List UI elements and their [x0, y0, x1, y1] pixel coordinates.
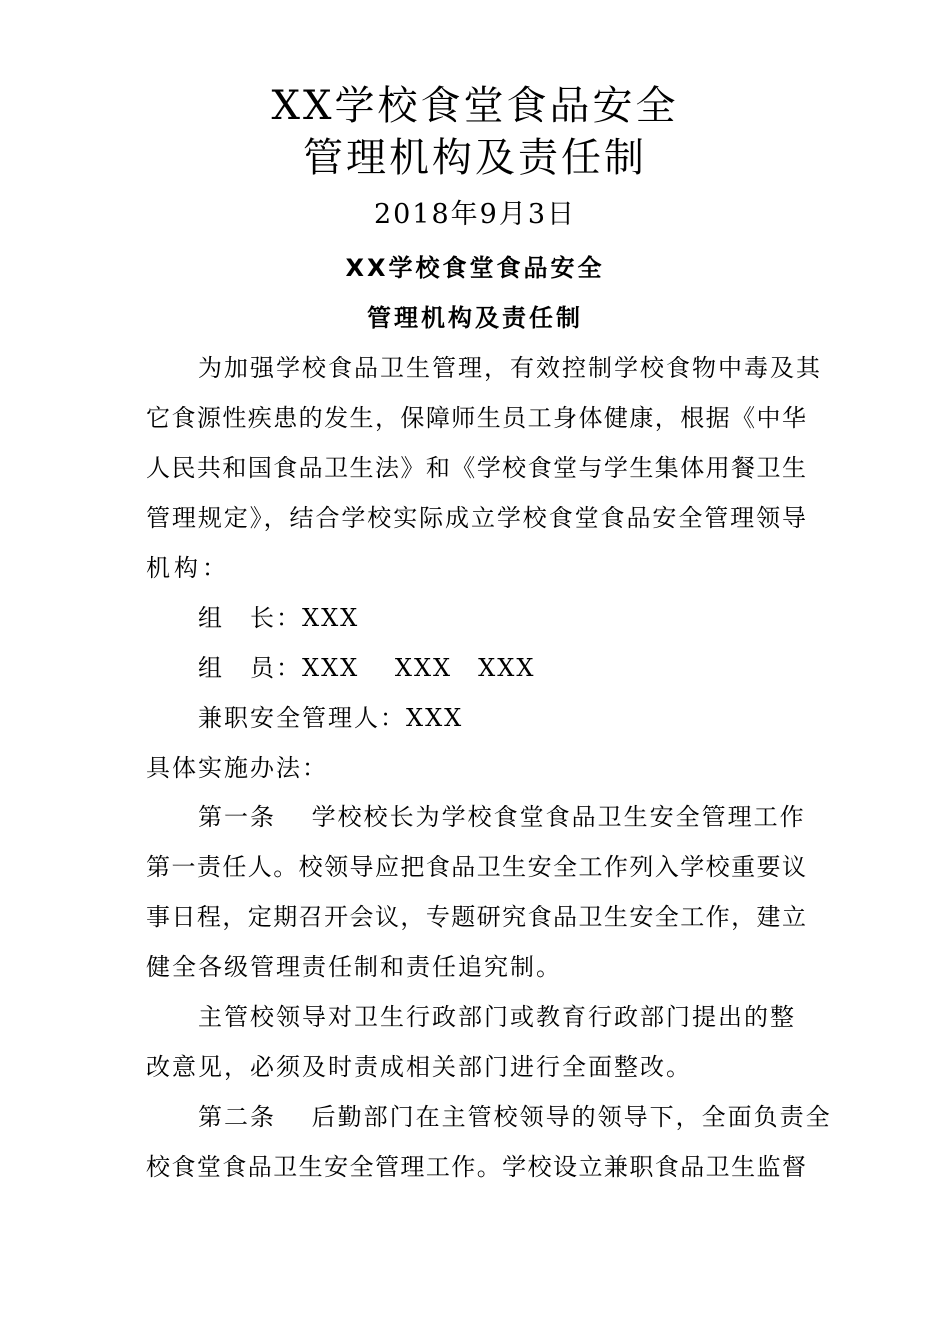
- safety-manager-line: 兼职安全管理人：XXX: [198, 704, 464, 732]
- article1-line: 健全各级管理责任制和责任追究制。: [146, 953, 562, 981]
- section-title-line1: XX学校食堂食品安全: [345, 254, 605, 282]
- measures-heading: 具体实施办法：: [146, 754, 328, 782]
- article2-line: 第二条 后勤部门在主管校领导的领导下，全面负责全: [198, 1103, 832, 1131]
- intro-line: 机构：: [146, 554, 230, 582]
- intro-line: 人民共和国食品卫生法》和《学校食堂与学生集体用餐卫生: [146, 454, 806, 482]
- document-title-line1: XX学校食堂食品安全: [271, 83, 679, 129]
- intro-line: 管理规定》，结合学校实际成立学校食堂食品安全管理领导: [146, 504, 806, 532]
- intro-line: 为加强学校食品卫生管理，有效控制学校食物中毒及其: [198, 354, 822, 382]
- article1-line: 事日程，定期召开会议，专题研究食品卫生安全工作，建立: [146, 903, 806, 931]
- members-line: 组 员：XXX XXX XXX: [198, 654, 536, 682]
- section-title-line2: 管理机构及责任制: [367, 304, 583, 332]
- document-date: 2018年9月3日: [373, 199, 577, 230]
- supervisor-note-line: 主管校领导对卫生行政部门或教育行政部门提出的整: [198, 1003, 796, 1031]
- supervisor-note-line: 改意见，必须及时责成相关部门进行全面整改。: [146, 1053, 692, 1081]
- article2-line: 校食堂食品卫生安全管理工作。学校设立兼职食品卫生监督: [146, 1153, 806, 1181]
- intro-line: 它食源性疾患的发生，保障师生员工身体健康，根据《中华: [146, 404, 806, 432]
- article1-line: 第一条 学校校长为学校食堂食品卫生安全管理工作: [198, 803, 806, 831]
- document-title-line2: 管理机构及责任制: [303, 135, 647, 181]
- article1-line: 第一责任人。校领导应把食品卫生安全工作列入学校重要议: [146, 853, 806, 881]
- leader-line: 组 长：XXX: [198, 604, 360, 632]
